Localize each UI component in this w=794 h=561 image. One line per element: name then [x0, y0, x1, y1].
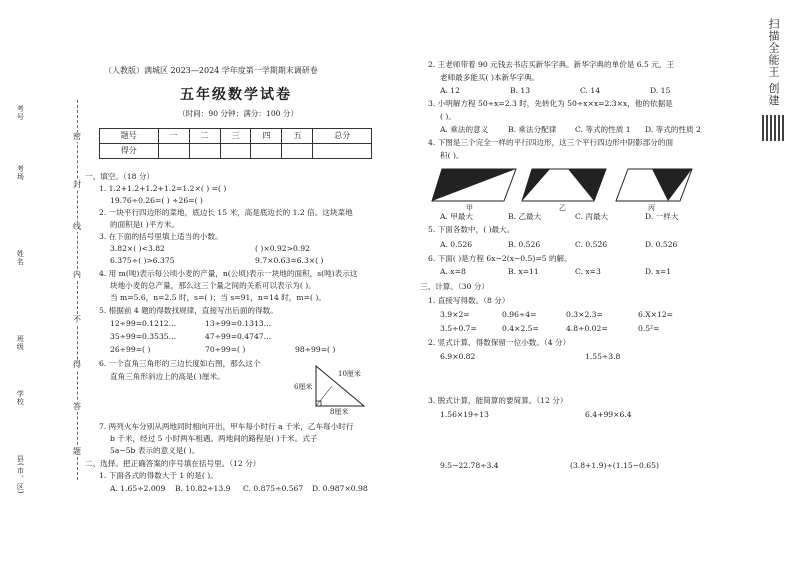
question-text: 47÷99=0.4747… [205, 332, 272, 341]
question-text: 12÷99=0.1212… [110, 319, 177, 328]
question-text: 6.375÷( )>6.375 [110, 256, 175, 265]
score-input-cell[interactable] [251, 144, 282, 159]
question-text: 5a−5b 表示的意义是( )。 [110, 446, 200, 455]
option-text: C. x=3 [575, 267, 601, 276]
option-text: A. 乘法的意义 [440, 125, 489, 134]
table-row [100, 129, 372, 144]
bottom-side-label: 8厘米 [330, 408, 349, 416]
option-text: D. 15 [650, 86, 671, 95]
side-label-exam-number: 考号 [16, 105, 25, 121]
question-text: 9.7×0.63=6.3×( ) [255, 256, 324, 265]
calc-item: 0.5²= [638, 324, 660, 333]
question-text: 4. 下图是三个完全一样的平行四边形，这三个平行四边形中阴影部分的面 [428, 138, 674, 147]
calc-item: 9.5−22.78÷3.4 [440, 461, 499, 470]
calc-item: 1.55÷3.8 [585, 352, 621, 361]
table-cell: 三 [220, 129, 251, 144]
option-text: C. 0.875÷0.567 [243, 484, 304, 493]
table-cell: 得分 [100, 144, 159, 159]
option-text: A. 甲最大 [440, 212, 474, 221]
seal-char: 内 [73, 270, 81, 279]
side-label-county: 县(市、区) [16, 455, 25, 495]
question-text: 3.82×( )<3.82 [110, 244, 165, 253]
option-text: A. 0.526 [440, 240, 473, 249]
question-text: 19.76÷0.26=( ) ÷26=( ) [110, 196, 203, 205]
table-cell: 总分 [313, 129, 372, 144]
time-line: （时间：90 分钟；满分：100 分） [178, 109, 299, 118]
option-text: D. 0.987×0.98 [312, 484, 368, 493]
option-text: B. 乙最大 [508, 212, 542, 221]
side-label-exam-room: 考场 [16, 165, 25, 181]
score-input-cell[interactable] [220, 144, 251, 159]
question-text: 1. 直接写得数。（8 分） [428, 296, 510, 305]
option-text: C. 丙最大 [575, 212, 609, 221]
table-row [100, 144, 372, 159]
option-text: A. 12 [440, 86, 460, 95]
section-2-title: 二、选择。把正确答案的序号填在括号里。（12 分） [85, 459, 261, 468]
question-text: 98÷99=( ) [295, 345, 336, 354]
question-text: 积( )。 [440, 151, 464, 160]
question-text: 老师最多能买( )本新华字典。 [440, 73, 540, 82]
seal-char: 不 [73, 315, 81, 324]
seal-char: 线 [73, 222, 81, 231]
table-cell: 四 [251, 129, 282, 144]
seal-char: 题 [73, 447, 81, 456]
side-label-class: 班级 [16, 335, 25, 351]
question-text: 2. 一块平行四边形的菜地，底边长 15 米，高是底边长的 1.2 倍。这块菜地 [99, 208, 353, 217]
calc-item: 0.4×2.5= [502, 324, 539, 333]
option-text: A. x=8 [440, 267, 466, 276]
height-line [316, 386, 332, 406]
hyp-label: 10厘米 [338, 370, 361, 378]
question-text: 13÷99=0.1313… [205, 319, 272, 328]
question-text: 5. 下面各数中，( )最大。 [428, 225, 515, 234]
calc-item: 6.X×12= [638, 310, 674, 319]
calc-item: 3.9×2= [440, 310, 470, 319]
question-text: 6. 一个直角三角形的三边长度如右图，那么这个 [99, 359, 261, 368]
calc-item: 1.56×19÷13 [440, 410, 489, 419]
question-text: ( )×0.92>0.92 [255, 244, 310, 253]
seal-char: 得 [73, 360, 81, 369]
question-text: 35÷99=0.3535… [110, 332, 177, 341]
label-bing: 丙 [648, 204, 655, 212]
seal-char: 答 [73, 402, 81, 411]
left-side-label: 6厘米 [294, 383, 313, 391]
parallelograms-figure [432, 163, 702, 211]
calc-item: 0.96÷4= [502, 310, 537, 319]
scanner-watermark: 扫描全能王 创建 [767, 18, 780, 107]
option-text: C. 等式的性质 1 [575, 125, 631, 134]
seal-line [77, 100, 78, 480]
option-text: D. 0.526 [645, 240, 678, 249]
table-cell: 一 [158, 129, 189, 144]
label-yi: 乙 [559, 204, 566, 212]
question-text: 6. 下面( )是方程 6x−2(x−0.5)=5 的解。 [428, 254, 572, 263]
label-jia: 甲 [466, 204, 473, 212]
question-text: 块地小麦的总产量，那么这三个量之间的关系可以表示为( )。 [110, 281, 316, 290]
option-text: D. 等式的性质 2 [645, 125, 701, 134]
calc-item: 0.3×2.3= [566, 310, 603, 319]
page-title: 五年级数学试卷 [180, 87, 292, 103]
calc-item: 6.4+99×6.4 [585, 410, 632, 419]
seal-char: 封 [73, 180, 81, 189]
side-label-name: 姓名 [16, 250, 25, 266]
question-text: 2. 竖式计算，得数保留一位小数。（4 分） [428, 338, 571, 347]
calc-item: 6.9×0.82 [440, 352, 476, 361]
question-text: 直角三角形斜边上的高是( )厘米。 [110, 372, 225, 381]
table-cell: 五 [282, 129, 313, 144]
calc-item: 3.5÷0.7= [440, 324, 477, 333]
exam-line: （人教版）满城区 2023—2024 学年度第一学期期末调研卷 [104, 66, 318, 75]
question-text: b 千米，经过 5 小时两车相遇。两地间的路程是( )千米。式子 [110, 434, 318, 443]
option-text: C. 0.52̇6̇ [575, 240, 608, 249]
score-table [99, 128, 372, 159]
question-text: 5. 根据前 4 题的得数找规律，直接写出后面的得数。 [99, 306, 278, 315]
question-text: 4. 用 m(吨)表示每公顷小麦的产量，n(公顷)表示一块地的面积，s(吨)表示这 [99, 269, 358, 278]
question-text: 3. 脱式计算，能简算的要简算。（12 分） [428, 396, 568, 405]
question-text: 1. 下面各式的得数大于 1 的是( )。 [99, 471, 218, 480]
question-text: 70÷99=( ) [205, 345, 246, 354]
score-input-cell[interactable] [189, 144, 220, 159]
option-text: B. x=11 [508, 267, 539, 276]
side-label-school: 学校 [16, 390, 25, 406]
question-text: 1. 1.2+1.2+1.2+1.2=1.2×( ) =( ) [99, 184, 227, 193]
question-text: 3. 在下面的括号里填上适当的小数。 [99, 232, 223, 241]
question-text: 当 m=5.6，n=2.5 时，s=( )；当 s=91，n=14 时，m=( )。 [110, 293, 326, 302]
option-text: C. 14 [580, 86, 601, 95]
score-input-cell[interactable] [313, 144, 372, 159]
section-3-title: 三、计算。（30 分） [420, 282, 490, 291]
calc-item: 4.8÷0.02= [566, 324, 608, 333]
section-1-title: 一、填空。（18 分） [85, 172, 155, 181]
right-triangle-figure [294, 362, 380, 416]
question-text: 2. 王老师带着 90 元钱去书店买新华字典。新华字典的单价是 6.5 元，王 [428, 60, 675, 69]
qr-code-icon [762, 115, 784, 141]
question-text: ( )。 [440, 112, 456, 121]
question-text: 26÷99=( ) [110, 345, 151, 354]
question-text: 的面积是( )平方米。 [110, 220, 180, 229]
option-text: D. x=1 [645, 267, 672, 276]
option-text: D. 一样大 [645, 212, 679, 221]
table-cell: 二 [189, 129, 220, 144]
question-text: 7. 两列火车分别从两地同时相向开出，甲车每小时行 a 千米，乙车每小时行 [99, 422, 354, 431]
question-text: 3. 小明解方程 50÷x=2.3 时，先转化为 50÷x×x=2.3×x，他的依据是 [428, 99, 673, 108]
score-input-cell[interactable] [158, 144, 189, 159]
score-input-cell[interactable] [282, 144, 313, 159]
option-text: A. 1.65÷2.009 [110, 484, 166, 493]
seal-char: 密 [73, 132, 81, 141]
calc-item: (3.8+1.9)÷(1.15−0.65) [570, 461, 659, 470]
option-text: B. 13 [510, 86, 531, 95]
option-text: B. 乘法分配律 [508, 125, 557, 134]
option-text: B. 0.526̇ [508, 240, 541, 249]
option-text: B. 10.82÷13.9 [175, 484, 231, 493]
table-cell: 题号 [100, 129, 159, 144]
